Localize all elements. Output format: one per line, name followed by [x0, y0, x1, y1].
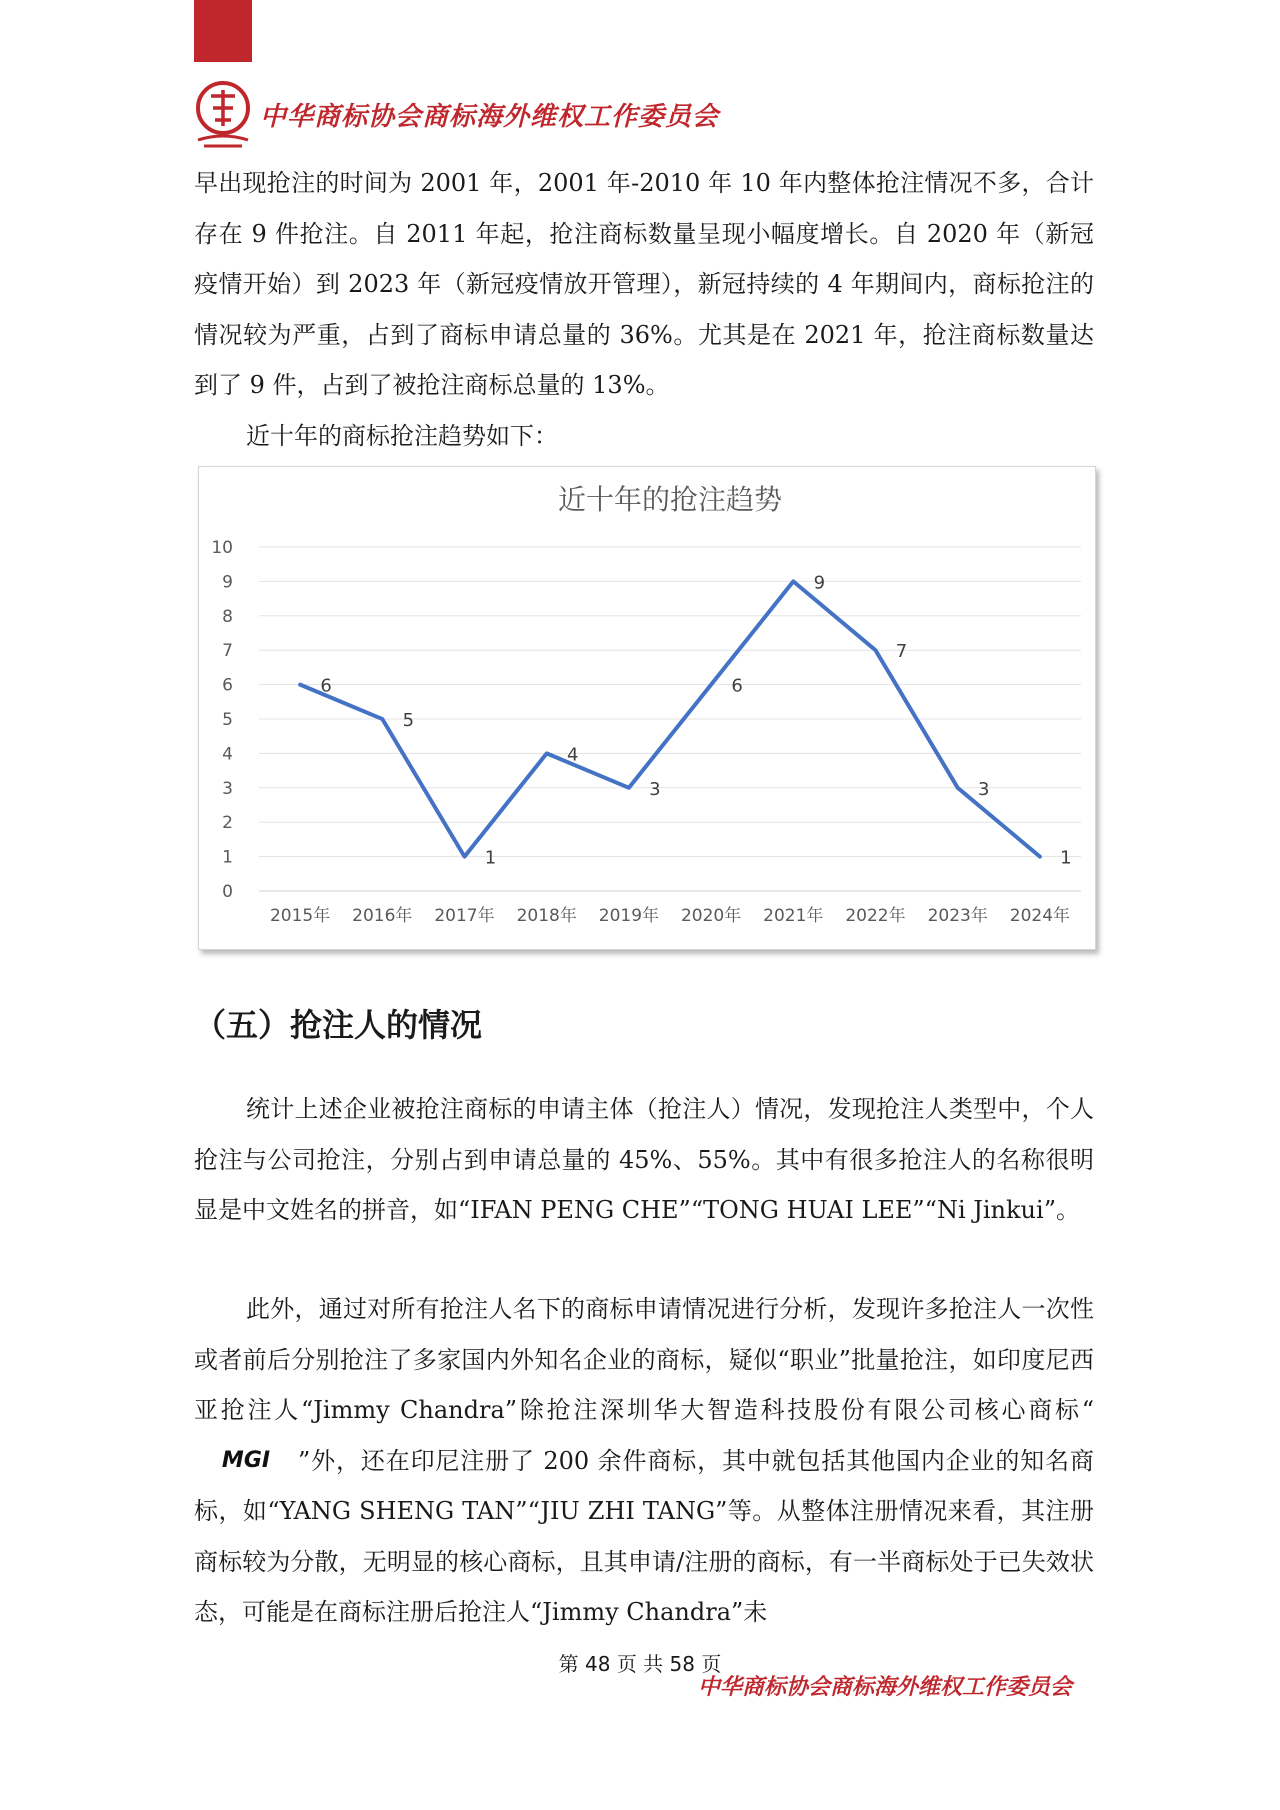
- section-heading: （五）抢注人的情况: [194, 1006, 483, 1044]
- paragraph-trend-summary: 早出现抢注的时间为 2001 年，2001 年-2010 年 10 年内整体抢注情况不多，合计存在 9 件抢注。自 2011 年起，抢注商标数量呈现小幅度增长。自 2020 年（新冠疫情开始）到 2023 年（新冠疫情放开管理），新冠持续的 4 年期间内，商标抢注的情况较为严重，占到了商标申请总量的 36%。尤其是在 2021 年，抢注商标数量达到了 9 件，占到了被抢注商标总量的 13%。: [194, 169, 1094, 399]
- trend-chart-svg: [199, 467, 1095, 949]
- data-label: 6: [320, 675, 332, 697]
- data-label: 5: [402, 710, 415, 731]
- page-number: 第 48 页 共 58 页: [558, 1652, 722, 1676]
- paragraph-squatter-types: 统计上述企业被抢注商标的申请主体（抢注人）情况，发现抢注人类型中，个人抢注与公司抢注，分别占到申请总量的 45%、55%。其中有很多抢注人的名称很明显是中文姓名的拼音，如“IFAN PENG CHE”“TONG HUAI LEE”“Ni Jinkui”。: [194, 1095, 1094, 1224]
- trend-chart: [198, 466, 1096, 950]
- data-label: 4: [566, 744, 579, 766]
- y-tick-label: 7: [222, 641, 233, 662]
- y-tick-label: 6: [222, 675, 233, 696]
- association-logo-icon: [194, 78, 252, 150]
- x-tick-label: 2022年: [845, 906, 906, 926]
- x-tick-label: 2023年: [927, 906, 988, 926]
- header-red-block: [194, 0, 252, 62]
- chart-title: 近十年的抢注趋势: [557, 483, 783, 516]
- y-tick-label: 8: [222, 606, 233, 627]
- y-tick-label: 5: [222, 710, 233, 730]
- data-label: 7: [895, 641, 908, 663]
- x-tick-label: 2018年: [516, 906, 577, 926]
- y-tick-label: 10: [211, 538, 233, 558]
- data-label: 6: [731, 675, 743, 697]
- mgi-logo-text: MGI: [221, 1448, 271, 1471]
- x-tick-label: 2019年: [598, 906, 660, 926]
- x-tick-label: 2015年: [269, 906, 331, 926]
- x-tick-label: 2021年: [763, 906, 824, 926]
- y-tick-label: 1: [222, 847, 233, 868]
- y-tick-label: 4: [222, 744, 233, 765]
- data-label: 1: [484, 847, 497, 869]
- page-header: [194, 78, 719, 150]
- x-tick-label: 2016年: [352, 906, 413, 926]
- data-label: 3: [649, 778, 661, 800]
- footer-org-name: 中华商标协会商标海外维权工作委员会: [697, 1674, 1072, 1700]
- data-label: 3: [977, 778, 990, 800]
- data-label: 1: [1060, 847, 1072, 869]
- paragraph-squatter-analysis: [194, 1284, 1094, 1638]
- paragraph-chart-intro: 近十年的商标抢注趋势如下：: [246, 422, 558, 450]
- header-org-name: 中华商标协会商标海外维权工作委员会: [260, 101, 720, 132]
- x-tick-label: 2024年: [1009, 906, 1071, 926]
- data-label: 9: [813, 572, 826, 594]
- paragraph-text-before-logo: 此外，通过对所有抢注人名下的商标申请情况进行分析，发现许多抢注人一次性或者前后分别抢注了多家国内外知名企业的商标，疑似“职业”批量抢注，如印度尼西亚抢注人“Jimmy Chandra”除抢注深圳华大智造科技股份有限公司核心商标“: [194, 1295, 1094, 1424]
- x-tick-label: 2017年: [434, 906, 495, 926]
- y-tick-label: 0: [222, 882, 233, 902]
- y-tick-label: 2: [222, 813, 233, 834]
- paragraph-text-after-logo: ”外，还在印尼注册了 200 余件商标，其中就包括其他国内企业的知名商标，如“YANG SHENG TAN”“JIU ZHI TANG”等。从整体注册情况来看，其注册商标较为分散，无明显的核心商标，且其申请/注册的商标，有一半商标处于已失效状态，可能是在商标注册后抢注人“Jimmy Chandra”未: [194, 1446, 1094, 1626]
- y-tick-label: 9: [222, 572, 233, 593]
- y-tick-label: 3: [222, 778, 233, 799]
- mgi-logo-icon: [200, 1449, 292, 1471]
- x-tick-label: 2020年: [680, 906, 742, 926]
